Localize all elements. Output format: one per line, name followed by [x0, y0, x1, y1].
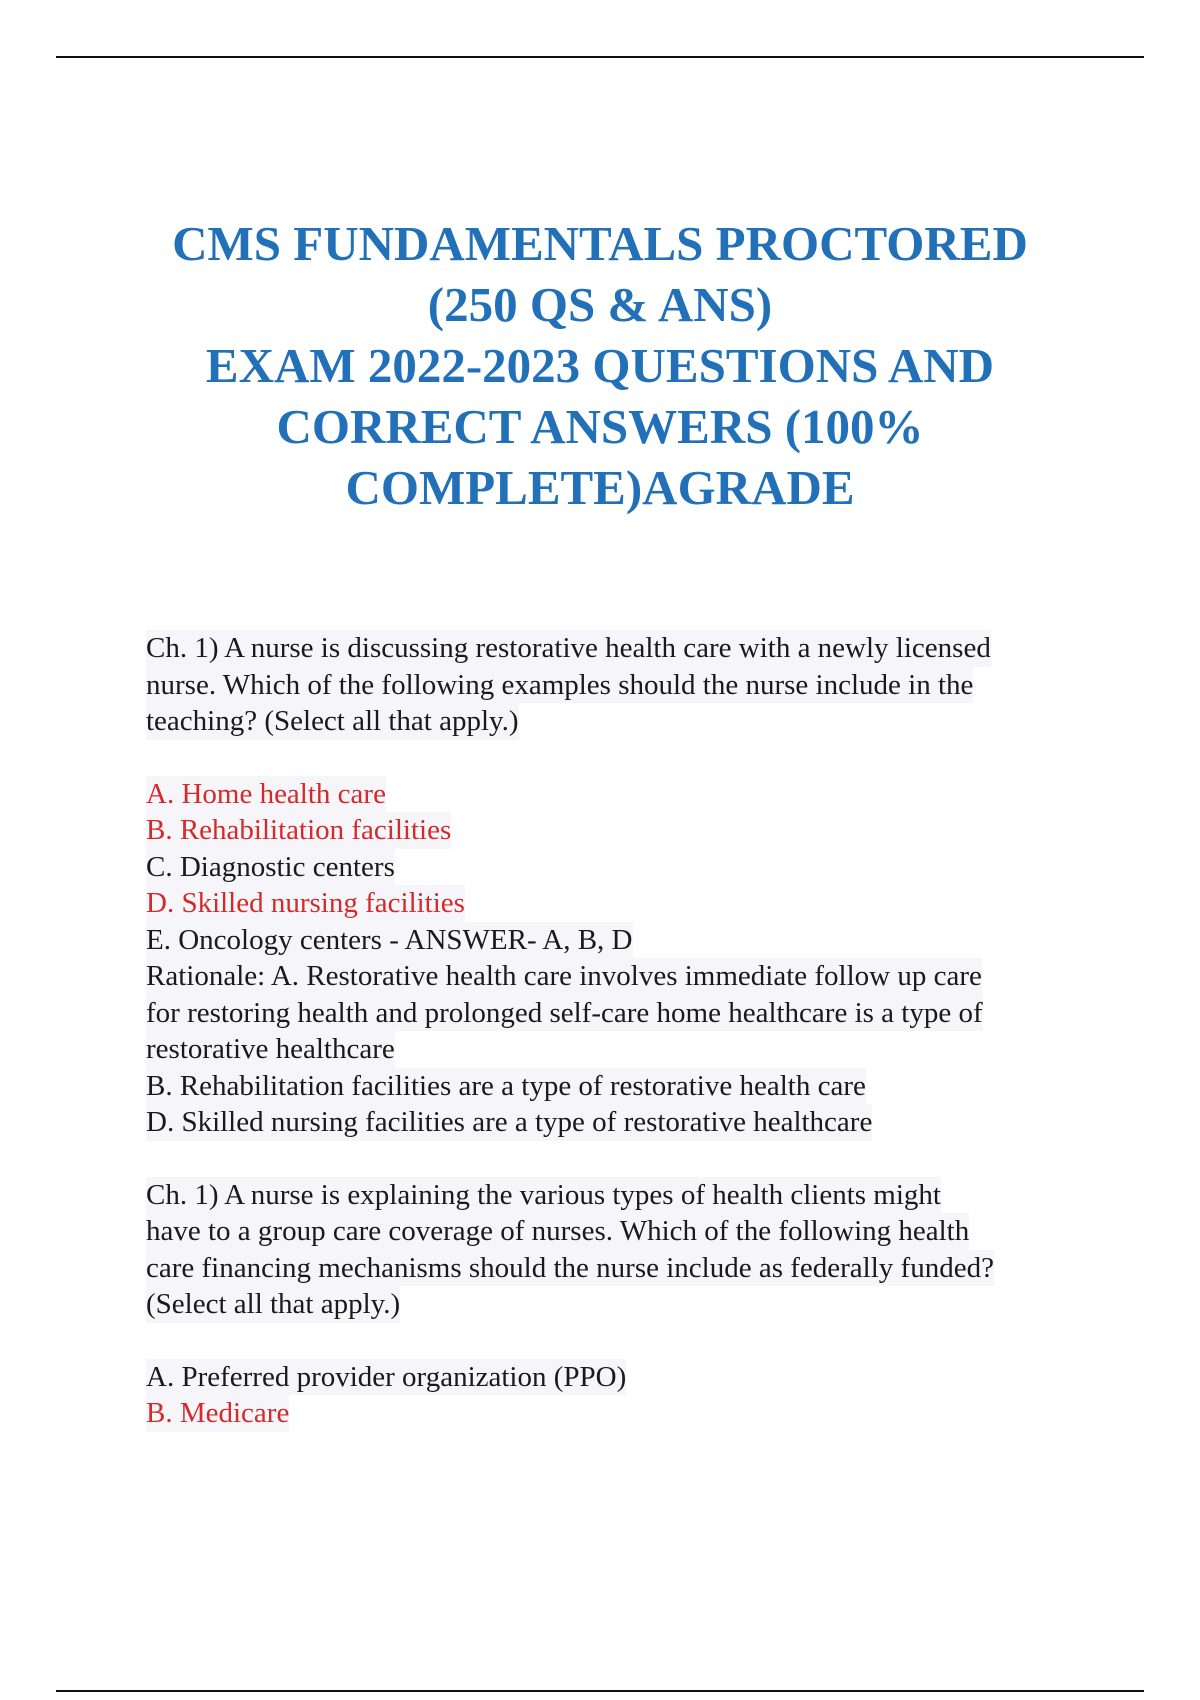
document-title [100, 213, 1100, 518]
stem-line: care financing mechanisms should the nurse include as federally funded? [146, 1250, 994, 1287]
answer-options [146, 776, 1106, 959]
stem-line: (Select all that apply.) [146, 1286, 400, 1323]
bottom-rule [56, 1690, 1144, 1692]
rationale [146, 958, 1106, 1141]
top-rule [56, 56, 1144, 58]
title-line: (250 QS & ANS) [427, 277, 773, 332]
rationale-line: restorative healthcare [146, 1031, 395, 1068]
rationale-line: D. Skilled nursing facilities are a type of restorative healthcare [146, 1104, 872, 1141]
document-body [146, 630, 1106, 1432]
option-correct: D. Skilled nursing facilities [146, 885, 465, 922]
question-stem [146, 1177, 1106, 1323]
stem-line: nurse. Which of the following examples should the nurse include in the [146, 667, 973, 704]
rationale-line: for restoring health and prolonged self-care home healthcare is a type of [146, 995, 983, 1032]
answer-options [146, 1359, 1106, 1432]
option: C. Diagnostic centers [146, 849, 395, 886]
title-line: CMS FUNDAMENTALS PROCTORED [172, 216, 1028, 271]
option-correct: A. Home health care [146, 776, 386, 813]
title-line: EXAM 2022-2023 QUESTIONS AND [205, 338, 995, 393]
title-line: CORRECT ANSWERS (100% [276, 399, 924, 454]
title-line: COMPLETE)AGRADE [345, 460, 855, 515]
option-correct: B. Rehabilitation facilities [146, 812, 451, 849]
rationale-line: Rationale: A. Restorative health care involves immediate follow up care [146, 958, 982, 995]
question-2 [146, 1177, 1106, 1432]
option-correct: B. Medicare [146, 1395, 289, 1432]
stem-line: teaching? (Select all that apply.) [146, 703, 519, 740]
option: E. Oncology centers - ANSWER- A, B, D [146, 922, 633, 959]
question-stem [146, 630, 1106, 740]
stem-line: have to a group care coverage of nurses. Which of the following health [146, 1213, 969, 1250]
stem-line: Ch. 1) A nurse is discussing restorative health care with a newly licensed [146, 630, 991, 667]
option: A. Preferred provider organization (PPO) [146, 1359, 626, 1396]
question-1 [146, 630, 1106, 1141]
stem-line: Ch. 1) A nurse is explaining the various types of health clients might [146, 1177, 941, 1214]
rationale-line: B. Rehabilitation facilities are a type of restorative health care [146, 1068, 866, 1105]
